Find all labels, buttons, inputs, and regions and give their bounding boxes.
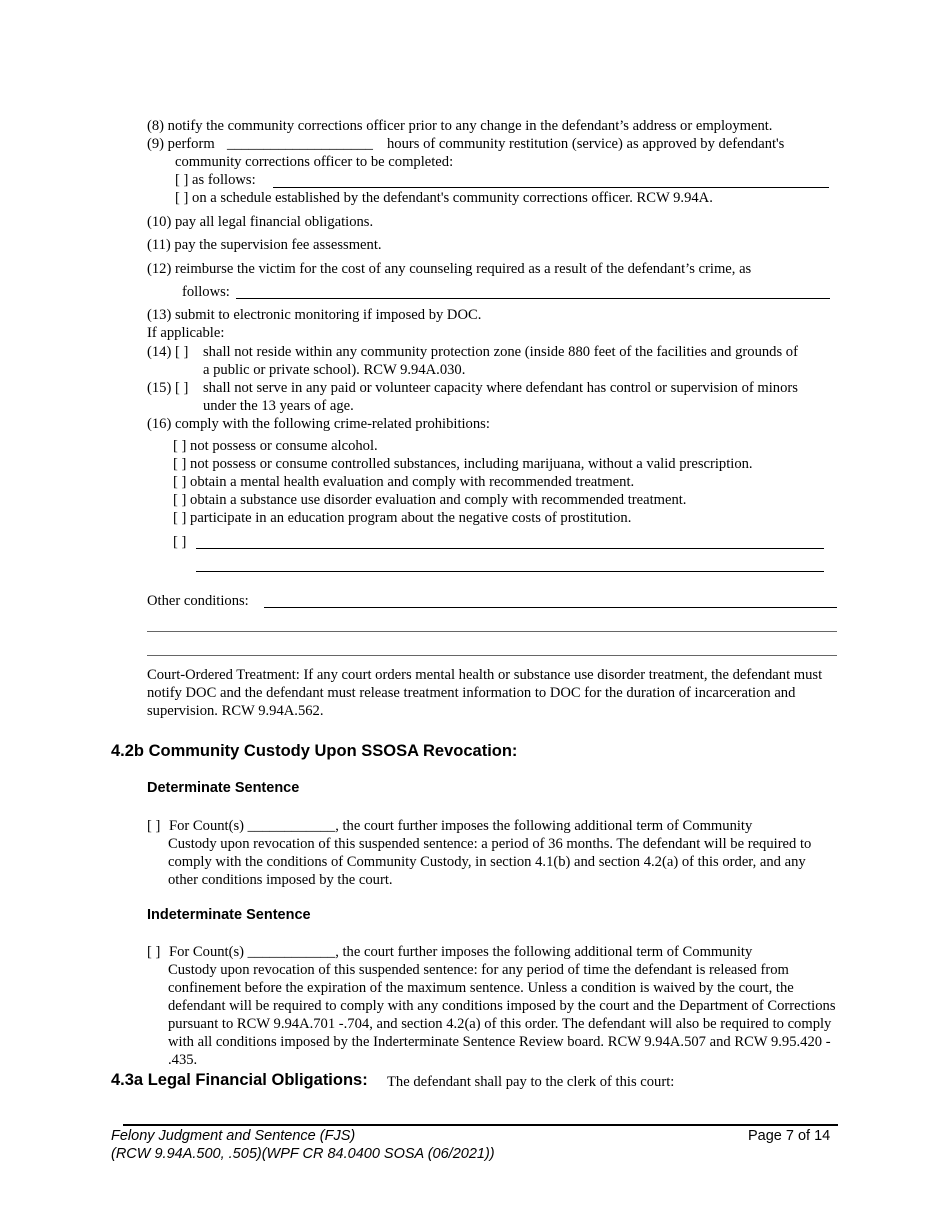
other-conditions-line-2[interactable] <box>147 631 837 632</box>
condition-14-checkbox[interactable]: (14) [ ] <box>147 344 189 360</box>
condition-15-line2: under the 13 years of age. <box>203 398 354 414</box>
prohibition-substance-use-evaluation[interactable]: [ ] obtain a substance use disorder evaluation and comply with recommended treatment. <box>173 492 687 508</box>
condition-9-hours-blank[interactable]: ____________________ <box>227 136 373 152</box>
condition-14-line1: shall not reside within any community protection zone (inside 880 feet of the facilities and grounds of <box>203 344 798 360</box>
determinate-line1: For Count(s) ____________, the court further imposes the following additional term of Community <box>169 818 753 834</box>
condition-9-suffix: hours of community restitution (service) as approved by defendant's <box>387 136 785 152</box>
footer-page-number: Page 7 of 14 <box>748 1128 831 1144</box>
condition-9-as-follows-line[interactable] <box>273 187 829 188</box>
footer-title: Felony Judgment and Sentence (FJS) <box>111 1128 356 1144</box>
determinate-sentence-heading: Determinate Sentence <box>147 780 300 796</box>
section-4-3a-text: The defendant shall pay to the clerk of this court: <box>387 1074 675 1090</box>
prohibition-education-program[interactable]: [ ] participate in an education program about the negative costs of prostitution. <box>173 510 632 526</box>
condition-13: (13) submit to electronic monitoring if imposed by DOC. <box>147 307 482 323</box>
condition-12-follows-line[interactable] <box>236 298 830 299</box>
determinate-checkbox[interactable]: [ ] <box>147 818 161 834</box>
condition-16: (16) comply with the following crime-related prohibitions: <box>147 416 490 432</box>
court-ordered-treatment: Court-Ordered Treatment: If any court orders mental health or substance use disorder treatment, the defendant must notify DOC and the defendant must release treatment information to DOC for the duration of incarceration and supervision. RCW 9.94A.562. <box>147 667 823 719</box>
condition-12-line2: follows: <box>182 284 230 300</box>
indeterminate-text: Custody upon revocation of this suspended sentence: for any period of time the defendant is released from confinement before the expiration of the maximum sentence. Unless a condition is waived by the court, the defendant will be required to comply with any conditions imposed by the court and the Department of Corrections pursuant to RCW 9.94A.701 -.704, and section 4.2(a) of this order. The defendant will also be required to comply with all conditions imposed by the Inderterminate Sentence Review board. RCW 9.94A.507 and RCW 9.95.420 - .435. <box>168 962 836 1068</box>
condition-15-line1: shall not serve in any paid or volunteer capacity where defendant has control or supervision of minors <box>203 380 798 396</box>
prohibition-mental-health-evaluation[interactable]: [ ] obtain a mental health evaluation and comply with recommended treatment. <box>173 474 635 490</box>
determinate-text: Custody upon revocation of this suspended sentence: a period of 36 months. The defendant will be required to comply with the conditions of Community Custody, in section 4.1(b) and section 4.2(a) of this order, and any other conditions imposed by the court. <box>168 836 812 888</box>
condition-9-line2: community corrections officer to be completed: <box>175 154 454 170</box>
condition-12-line1: (12) reimburse the victim for the cost of any counseling required as a result of the defendant’s crime, as <box>147 261 752 277</box>
indeterminate-line1: For Count(s) ____________, the court further imposes the following additional term of Community <box>169 944 753 960</box>
footer-rule <box>123 1124 838 1126</box>
if-applicable-label: If applicable: <box>147 325 225 341</box>
prohibition-controlled-substances[interactable]: [ ] not possess or consume controlled substances, including marijuana, without a valid prescription. <box>173 456 753 472</box>
footer-citation: (RCW 9.94A.500, .505)(WPF CR 84.0400 SOSA (06/2021)) <box>111 1146 495 1162</box>
prohibition-custom-checkbox[interactable]: [ ] <box>173 534 187 550</box>
prohibition-alcohol[interactable]: [ ] not possess or consume alcohol. <box>173 438 378 454</box>
section-4-3a-heading: 4.3a Legal Financial Obligations: <box>111 1071 368 1089</box>
condition-9-option-as-follows[interactable]: [ ] as follows: <box>175 172 256 188</box>
prohibition-custom-line-1[interactable] <box>196 548 824 549</box>
condition-8: (8) notify the community corrections officer prior to any change in the defendant’s address or employment. <box>147 118 773 134</box>
section-4-2b-heading: 4.2b Community Custody Upon SSOSA Revocation: <box>111 742 518 760</box>
condition-10: (10) pay all legal financial obligations. <box>147 214 374 230</box>
condition-14-line2: a public or private school). RCW 9.94A.030. <box>203 362 466 378</box>
condition-15-checkbox[interactable]: (15) [ ] <box>147 380 189 396</box>
other-conditions-label: Other conditions: <box>147 593 249 609</box>
condition-9-prefix: (9) perform <box>147 136 215 152</box>
other-conditions-line-1[interactable] <box>264 607 837 608</box>
condition-11: (11) pay the supervision fee assessment. <box>147 237 382 253</box>
indeterminate-checkbox[interactable]: [ ] <box>147 944 161 960</box>
indeterminate-sentence-heading: Indeterminate Sentence <box>147 907 311 923</box>
other-conditions-line-3[interactable] <box>147 655 837 656</box>
condition-9-option-schedule[interactable]: [ ] on a schedule established by the defendant's community corrections officer. RCW 9.94A. <box>175 190 713 206</box>
prohibition-custom-line-2[interactable] <box>196 571 824 572</box>
